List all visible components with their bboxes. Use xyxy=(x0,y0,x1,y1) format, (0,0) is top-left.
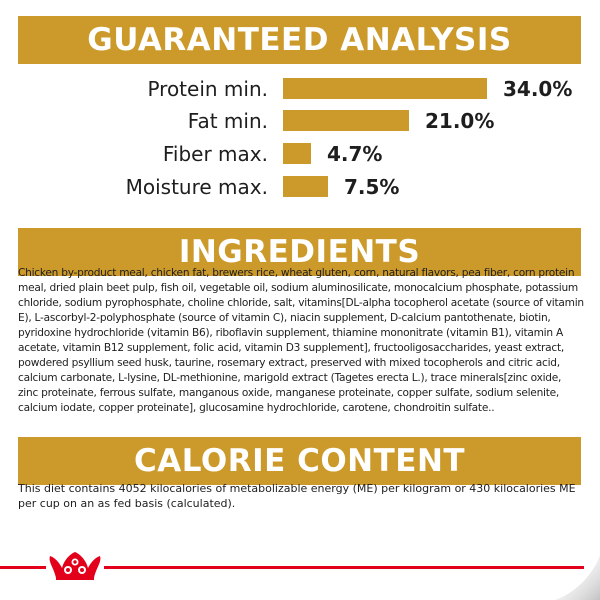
calorie-content-text: This diet contains 4052 kilocalories of metabolizable energy (ME) per kilogram or 430 kilocalories ME per cup on an as fed basis (calculated). xyxy=(18,482,576,510)
calorie-content-header xyxy=(18,437,581,485)
analysis-value: 34.0% xyxy=(503,77,573,101)
analysis-bar xyxy=(283,176,328,197)
analysis-row xyxy=(0,76,600,102)
analysis-value: 21.0% xyxy=(425,109,495,133)
analysis-row xyxy=(0,174,600,200)
analysis-label: Protein min. xyxy=(147,77,268,101)
royal-canin-crown-icon xyxy=(44,548,106,582)
page-curl-shadow xyxy=(545,545,600,600)
analysis-value: 4.7% xyxy=(327,142,383,166)
analysis-label: Moisture max. xyxy=(125,175,268,199)
footer-red-line-right xyxy=(104,566,584,569)
analysis-bar xyxy=(283,110,409,131)
ingredients-title: INGREDIENTS xyxy=(178,234,421,270)
analysis-bar xyxy=(283,143,311,164)
ingredients-text: Chicken by-product meal, chicken fat, brewers rice, wheat gluten, corn, natural flavors, pea fiber, corn protein meal, dried plain beet pulp, fish oil, vegetable oil, sodium aluminosilicate, monocalcium phosphate, potassium chloride, sodium pyrophosphate, choline chloride, salt, vitamins[DL-alpha tocopherol acetate (source of vitamin E), L-ascorbyl-2-polyphosphate (source of vitamin C), niacin supplement, D-calcium pantothenate, biotin, pyridoxine hydrochloride (vitamin B6), riboflavin supplement, thiamine mononitrate (vitamin B1), vitamin A acetate, vitamin B12 supplement, folic acid, vitamin D3 supplement], fructooligosaccharides, yeast extract, powdered psyllium seed husk, taurine, rosemary extract, preserved with mixed tocopherols and citric acid, calcium carbonate, L-lysine, DL-methionine, marigold extract (Tagetes erecta L.), trace minerals[zinc oxide, zinc proteinate, ferrous sulfate, manganous oxide, manganese proteinate, copper sulfate, sodium selenite, calcium iodate, copper proteinate], glucosamine hydrochloride, carotene, chondroitin sulfate.. xyxy=(18,267,584,414)
analysis-bar xyxy=(283,78,487,99)
guaranteed-analysis-title: GUARANTEED ANALYSIS xyxy=(87,22,512,58)
analysis-row xyxy=(0,141,600,167)
footer-red-line-left xyxy=(0,566,46,569)
guaranteed-analysis-header xyxy=(18,16,581,64)
calorie-content-title: CALORIE CONTENT xyxy=(133,443,466,479)
analysis-label: Fat min. xyxy=(187,109,268,133)
analysis-label: Fiber max. xyxy=(162,142,268,166)
analysis-row xyxy=(0,108,600,134)
analysis-value: 7.5% xyxy=(344,175,400,199)
